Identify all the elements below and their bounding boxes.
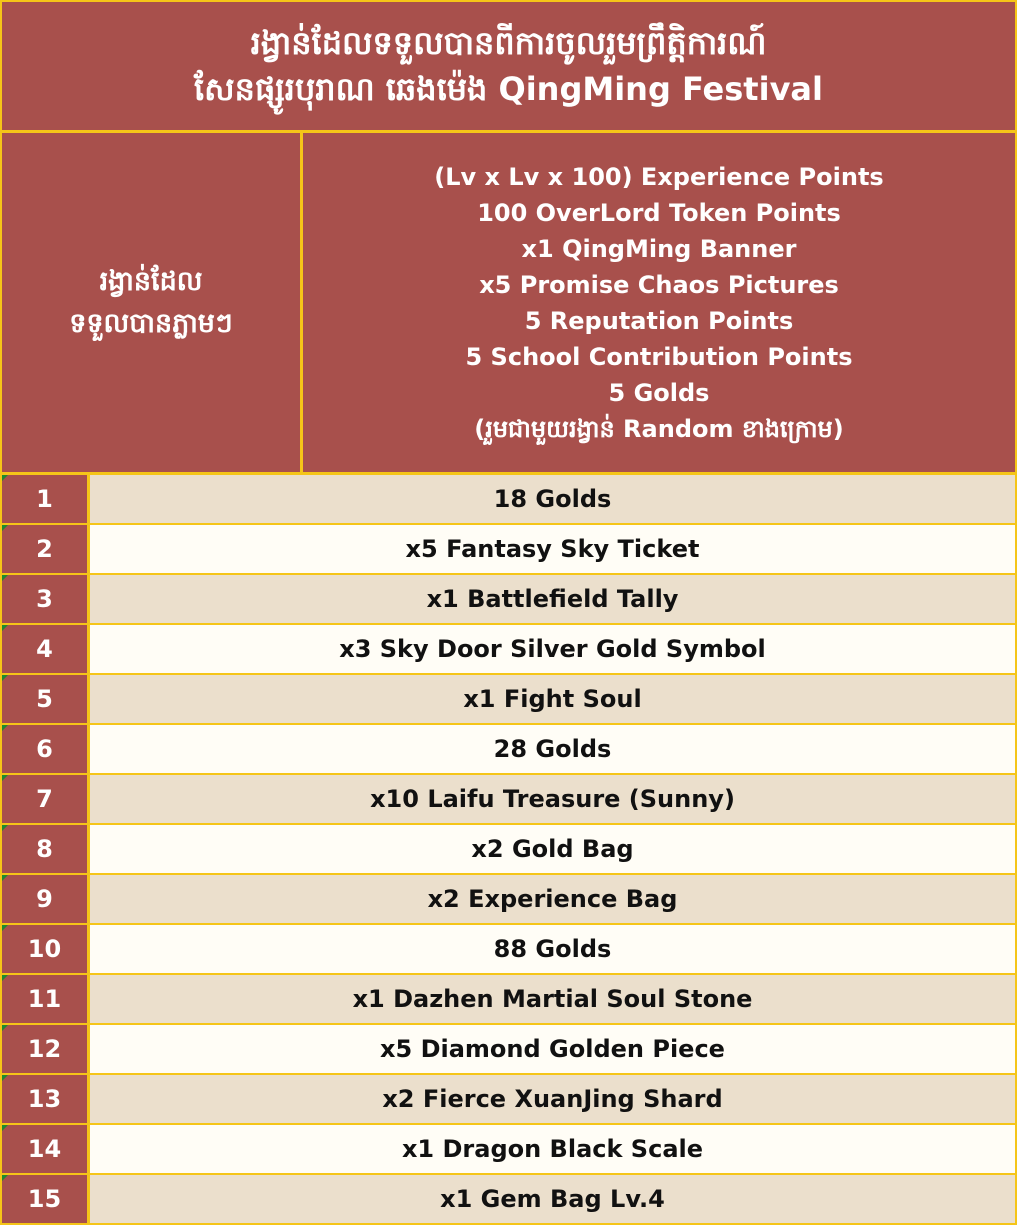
row-number: 2	[2, 525, 87, 573]
table-row	[0, 775, 1017, 823]
table-row	[0, 1175, 1017, 1223]
table-row	[0, 825, 1017, 873]
row-number: 3	[2, 575, 87, 623]
fixed-reward-experience: (Lv x Lv x 100) Experience Points	[434, 162, 884, 191]
row-reward: x1 Battlefield Tally	[90, 575, 1015, 623]
fixed-reward-token-points: 100 OverLord Token Points	[477, 198, 841, 227]
table-row	[0, 1125, 1017, 1173]
row-number: 14	[2, 1125, 87, 1173]
row-reward: x3 Sky Door Silver Gold Symbol	[90, 625, 1015, 673]
random-rewards-rows	[0, 475, 1017, 1225]
fixed-reward-school-contribution: 5 School Contribution Points	[465, 342, 853, 371]
row-number: 11	[2, 975, 87, 1023]
table-row	[0, 1025, 1017, 1073]
row-number: 1	[2, 475, 87, 523]
fixed-reward-banner: x1 QingMing Banner	[521, 234, 797, 263]
table-row	[0, 575, 1017, 623]
row-number: 10	[2, 925, 87, 973]
row-number: 6	[2, 725, 87, 773]
row-reward: x2 Gold Bag	[90, 825, 1015, 873]
fixed-reward-reputation: 5 Reputation Points	[524, 306, 794, 335]
table-row	[0, 525, 1017, 573]
table-row	[0, 675, 1017, 723]
table-row	[0, 925, 1017, 973]
immediate-rewards-list	[303, 133, 1015, 472]
title-line-khmer: រង្វាន់ដែលទទួលបានពីការចូលរួមព្រឹត្តិការណ៍	[250, 24, 767, 62]
table-row	[0, 875, 1017, 923]
row-reward: x2 Experience Bag	[90, 875, 1015, 923]
row-reward: x1 Dazhen Martial Soul Stone	[90, 975, 1015, 1023]
title-line-event: សែនផ្សូរបុរាណ ឆេងម៉េង QingMing Festival	[194, 70, 823, 108]
row-number: 5	[2, 675, 87, 723]
row-reward: x1 Gem Bag Lv.4	[90, 1175, 1015, 1223]
row-number: 12	[2, 1025, 87, 1073]
row-number: 7	[2, 775, 87, 823]
table-row	[0, 725, 1017, 773]
row-reward: x5 Diamond Golden Piece	[90, 1025, 1015, 1073]
table-row	[0, 1075, 1017, 1123]
row-reward: x10 Laifu Treasure (Sunny)	[90, 775, 1015, 823]
row-reward: x1 Fight Soul	[90, 675, 1015, 723]
row-reward: x1 Dragon Black Scale	[90, 1125, 1015, 1173]
table-row	[0, 975, 1017, 1023]
row-reward: x2 Fierce XuanJing Shard	[90, 1075, 1015, 1123]
row-number: 4	[2, 625, 87, 673]
row-reward: 18 Golds	[90, 475, 1015, 523]
row-number: 8	[2, 825, 87, 873]
row-number: 9	[2, 875, 87, 923]
table-row	[0, 475, 1017, 523]
label-line-1: រង្វាន់ដែល	[99, 265, 203, 297]
row-number: 13	[2, 1075, 87, 1123]
row-reward: x5 Fantasy Sky Ticket	[90, 525, 1015, 573]
label-line-2: ទទួលបានភ្លាមៗ	[69, 307, 233, 339]
table-title	[2, 2, 1015, 130]
fixed-reward-chaos-pictures: x5 Promise Chaos Pictures	[479, 270, 839, 299]
row-number: 15	[2, 1175, 87, 1223]
fixed-reward-golds: 5 Golds	[608, 378, 710, 407]
fixed-reward-note: (រួមជាមួយរង្វាន់ Random ខាងក្រោម)	[474, 414, 844, 443]
row-reward: 28 Golds	[90, 725, 1015, 773]
row-reward: 88 Golds	[90, 925, 1015, 973]
table-row	[0, 625, 1017, 673]
immediate-rewards-label	[2, 133, 300, 472]
